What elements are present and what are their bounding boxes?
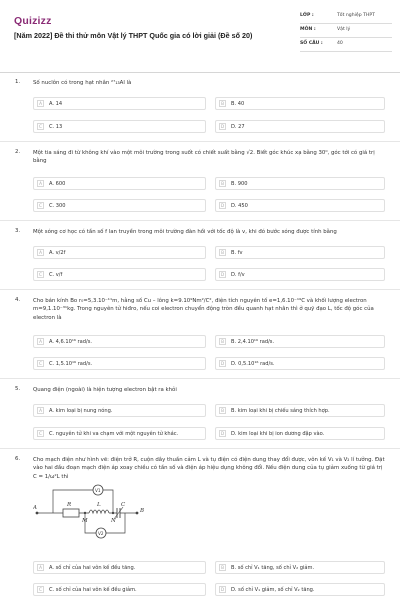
meta-box: [300, 10, 392, 52]
option-letter-d: D: [220, 203, 225, 208]
question-number: 1.: [15, 79, 21, 85]
question-divider: [0, 141, 400, 142]
question-3-option-c[interactable]: [33, 268, 206, 281]
option-text: B. kim loại khi bị chiếu sáng thích hợp.: [231, 408, 330, 414]
option-text: A. 14: [49, 101, 63, 107]
label-c: C: [121, 502, 126, 508]
meta-value: 40: [337, 41, 343, 46]
meta-label: SỐ CÂU :: [300, 41, 323, 46]
question-4-option-d[interactable]: [215, 357, 385, 370]
question-text: Số nuclôn có trong hạt nhân ²⁷₁₃Al là: [33, 80, 132, 86]
option-letter-a: A: [37, 407, 44, 414]
question-divider: [0, 289, 400, 290]
option-letter-c: C: [37, 202, 44, 209]
option-letter-a: A: [37, 100, 44, 107]
option-text: C. v/f: [49, 272, 63, 278]
question-6-option-c[interactable]: [33, 583, 206, 596]
label-m: M: [82, 518, 88, 524]
question-text: Một sóng cơ học có tần số f lan truyền trong môi trường đàn hồi với tốc độ là v, khi đó bước sóng được tính bằng: [33, 229, 337, 235]
worksheet-header: [0, 0, 400, 72]
label-v1: V1: [95, 488, 101, 493]
option-text: A. số chỉ của hai vôn kế đều tăng.: [49, 565, 136, 571]
question-5-option-a[interactable]: [33, 404, 206, 417]
question-number: 5.: [15, 386, 21, 392]
option-text: A. 4,6.10¹⁶ rad/s.: [49, 339, 92, 345]
option-letter-b: B: [219, 249, 226, 256]
option-letter-a: A: [37, 338, 44, 345]
worksheet-title: [Năm 2022] Đề thi thử môn Vật lý THPT Quốc gia có lời giải (Đề số 20): [14, 31, 253, 40]
terminal-b: [136, 512, 139, 515]
question-1-option-a[interactable]: [33, 97, 206, 110]
question-divider: [0, 378, 400, 379]
question-5-option-c[interactable]: [33, 427, 206, 440]
label-l: L: [97, 502, 101, 508]
question-number: 2.: [15, 149, 21, 155]
option-text: D. 27: [231, 124, 245, 130]
question-2-option-b[interactable]: [215, 177, 385, 190]
question-2-option-d[interactable]: [215, 199, 385, 212]
question-1-option-d[interactable]: [215, 120, 385, 133]
option-text: B. fv: [231, 250, 243, 256]
question-text: Cho bán kính Bo r₀=5,3.10⁻¹¹m, hằng số Cu – lông k=9.10⁹Nm²/C², điện tích nguyên tố e=1,6.10⁻¹⁹C và khối lượng electron m=9,1.10⁻³¹kg. Trong nguyên tử hiđro, nếu coi electron chuyển động tròn đều quanh hạt nhân thì ở quỹ đạo L, tốc độ góc của electron là: [33, 298, 374, 321]
question-divider: [0, 220, 400, 221]
question-1-option-c[interactable]: [33, 120, 206, 133]
question-text: Một tia sáng đi từ không khí vào một môi trường trong suốt có chiết suất bằng √2. Biết góc khúc xạ bằng 30⁰, góc tới có giá trị bằng: [33, 150, 375, 165]
question-6-option-b[interactable]: [215, 561, 385, 574]
option-text: D. kim loại khi bị ion dương đập vào.: [231, 431, 325, 437]
option-text: C. 13: [49, 124, 63, 130]
question-3-option-b[interactable]: [215, 246, 385, 259]
question-number: 3.: [15, 228, 21, 234]
option-text: D. 0,5.10¹⁶ rad/s.: [231, 361, 275, 367]
option-letter-b: B: [219, 338, 226, 345]
option-text: C. nguyên tử khi va chạm với một nguyên tử khác.: [49, 431, 179, 437]
quizizz-logo: Quizizz: [14, 15, 52, 27]
option-text: A. 600: [49, 181, 66, 187]
option-letter-b: B: [219, 564, 226, 571]
question-2-option-c[interactable]: [33, 199, 206, 212]
option-letter-a: A: [37, 564, 44, 571]
meta-row-count: [300, 38, 392, 52]
label-r: R: [67, 502, 72, 508]
question-3-option-d[interactable]: [215, 268, 385, 281]
question-6-option-a[interactable]: [33, 561, 206, 574]
option-letter-c: C: [37, 360, 44, 367]
option-text: A. kim loại bị nung nóng.: [49, 408, 113, 414]
option-letter-c: C: [37, 430, 44, 437]
question-number: 4.: [15, 297, 21, 303]
terminal-a: [36, 512, 39, 515]
wire: [103, 490, 113, 513]
label-v2: V2: [98, 531, 104, 536]
option-letter-d: D: [220, 361, 225, 366]
option-letter-c: C: [37, 271, 44, 278]
question-4-option-a[interactable]: [33, 335, 206, 348]
inductor-coil: [89, 510, 109, 513]
meta-row-subject: [300, 24, 392, 38]
label-n: N: [111, 518, 116, 524]
question-5-option-b[interactable]: [215, 404, 385, 417]
question-number: 6.: [15, 456, 21, 462]
meta-row-class: [300, 10, 392, 24]
question-6-option-d[interactable]: [215, 583, 385, 596]
option-text: C. 300: [49, 203, 66, 209]
question-1-option-b[interactable]: [215, 97, 385, 110]
header-divider: [0, 72, 400, 73]
option-text: D. 450: [231, 203, 248, 209]
label-b: B: [140, 508, 145, 514]
option-letter-d: D: [220, 124, 225, 129]
meta-value: Vật lý: [337, 27, 351, 32]
option-text: D. số chỉ V₁ giảm, số chỉ V₂ tăng.: [231, 587, 315, 593]
option-letter-b: B: [219, 100, 226, 107]
option-text: A. v/2f: [49, 250, 66, 256]
option-text: B. 900: [231, 181, 248, 187]
question-divider: [0, 448, 400, 449]
option-letter-d: D: [220, 431, 225, 436]
option-letter-c: C: [37, 586, 44, 593]
option-text: D. f/v: [231, 272, 245, 278]
option-text: B. 2,4.10¹⁶ rad/s.: [231, 339, 275, 345]
option-letter-b: B: [219, 407, 226, 414]
resistor: [63, 509, 79, 517]
option-letter-b: B: [219, 180, 226, 187]
option-text: C. 1,5.10¹⁶ rad/s.: [49, 361, 93, 367]
option-text: B. 40: [231, 101, 245, 107]
option-letter-c: C: [37, 123, 44, 130]
meta-value: Tốt nghiệp THPT: [337, 13, 375, 18]
option-letter-a: A: [37, 180, 44, 187]
question-3-option-a[interactable]: [33, 246, 206, 259]
option-text: B. số chỉ V₁ tăng, số chỉ V₂ giảm.: [231, 565, 315, 571]
question-4-option-c[interactable]: [33, 357, 206, 370]
option-letter-a: A: [37, 249, 44, 256]
option-letter-d: D: [220, 272, 225, 277]
question-2-option-a[interactable]: [33, 177, 206, 190]
question-text: Quang điện (ngoài) là hiện tượng electron bật ra khỏi: [33, 387, 177, 393]
meta-label: LỚP :: [300, 13, 314, 18]
circuit-diagram: [33, 478, 163, 540]
question-text: Cho mạch điện như hình vẽ: điện trở R, cuộn dây thuần cảm L và tụ điện có điện dung thay đổi được, vôn kế V₁ và V₂ lí tưởng. Đặt vào hai đầu đoạn mạch điện áp xoay chiều có tần số và điện áp hiệu dụng không đổi. Nếu điện dung của tụ giảm xuống từ giá trị C = 1/ω²L thì: [33, 457, 385, 480]
option-letter-d: D: [220, 587, 225, 592]
option-text: C. số chỉ của hai vôn kế đều giảm.: [49, 587, 137, 593]
meta-label: MÔN :: [300, 27, 316, 32]
question-5-option-d[interactable]: [215, 427, 385, 440]
question-4-option-b[interactable]: [215, 335, 385, 348]
label-a: A: [33, 505, 37, 511]
